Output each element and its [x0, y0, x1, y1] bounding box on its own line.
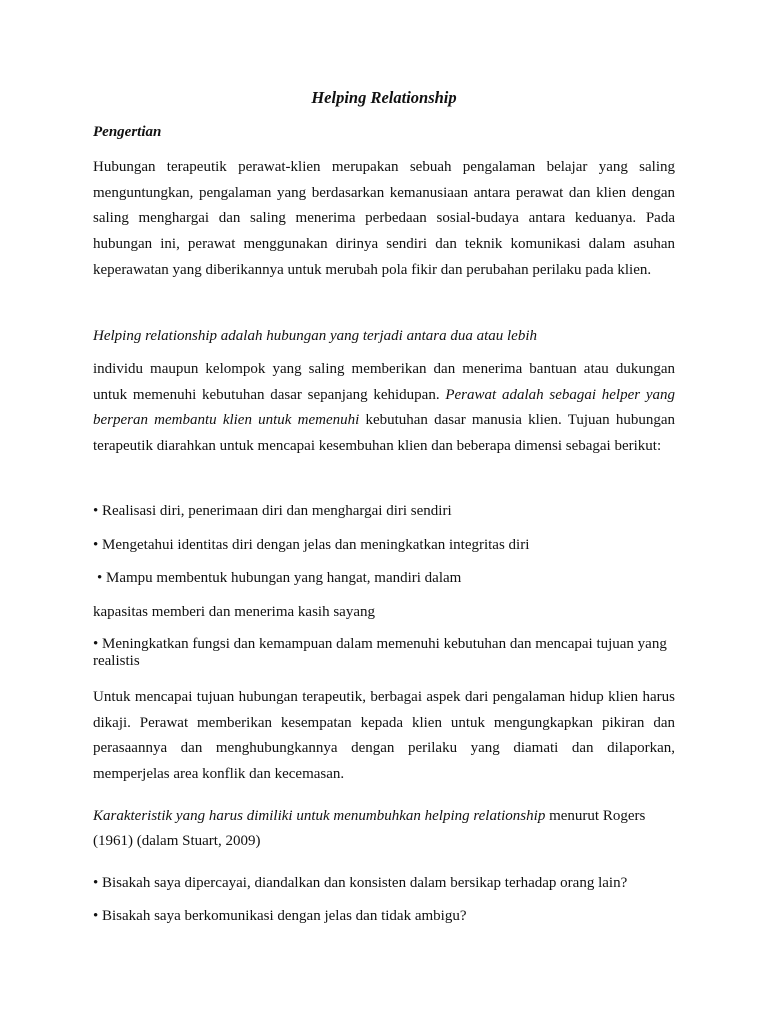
paragraph-3-text-a: individu maupun kelompok yang saling memberikan dan menerima bantuan atau dukungan untuk memenuhi kebutuhan dasar sepanjang kehidupan.: [93, 361, 675, 403]
paragraph-5: [93, 804, 675, 854]
section-heading: Pengertian: [93, 124, 162, 140]
paragraph-3-italic-text: Perawat adalah sebagai helper yang berperan membantu klien untuk memenuhi: [93, 386, 676, 429]
bullet-item-3-continuation: kapasitas memberi dan menerima kasih sayang: [93, 604, 375, 620]
paragraph-4: Untuk mencapai tujuan hubungan terapeutik, berbagai aspek dari pengalaman hidup klien harus dikaji. Perawat memberikan kesempatan kepada klien untuk mengungkapkan pikiran dan perasaannya dan menghubungkannya dengan perilaku yang diamati dan dilaporkan, memperjelas area konflik dan kecemasan.: [93, 689, 675, 783]
bullet-item-6: • Bisakah saya berkomunikasi dengan jelas dan tidak ambigu?: [93, 908, 467, 924]
paragraph-1: Hubungan terapeutik perawat-klien merupakan sebuah pengalaman belajar yang saling menguntungkan, pengalaman yang berdasarkan kemanusiaan antara perawat dan klien dengan saling menghargai dan saling menerima perbedaan sosial-budaya antara keduanya. Pada hubungan ini, perawat menggunakan dirinya sendiri dan teknik komunikasi dalam asuhan keperawatan yang diberikannya untuk merubah pola fikir dan perubahan perilaku pada klien.: [93, 159, 675, 278]
paragraph-5-text-b: menurut Rogers (1961) (dalam Stuart, 2009): [93, 808, 646, 849]
paragraph-2: Helping relationship adalah hubungan yang terjadi antara dua atau lebih: [93, 328, 538, 344]
bullet-item-4: • Meningkatkan fungsi dan kemampuan dalam memenuhi kebutuhan dan mencapai tujuan yang realistis: [93, 636, 667, 669]
paragraph-3: [93, 357, 675, 460]
bullet-item-3: • Mampu membentuk hubungan yang hangat, mandiri dalam: [97, 570, 462, 586]
bullet-item-5: • Bisakah saya dipercayai, diandalkan dan konsisten dalam bersikap terhadap orang lain?: [93, 875, 628, 891]
paragraph-5-italic-text: Karakteristik yang harus dimiliki untuk menumbuhkan helping relationship: [93, 808, 546, 824]
bullet-item-1: • Realisasi diri, penerimaan diri dan menghargai diri sendiri: [93, 503, 452, 519]
paragraph-3-text-c: kebutuhan dasar manusia klien. Tujuan hubungan terapeutik diarahkan untuk mencapai kesembuhan klien dan beberapa dimensi sebagai berikut:: [93, 412, 675, 455]
bullet-item-2: • Mengetahui identitas diri dengan jelas dan meningkatkan integritas diri: [93, 537, 530, 553]
document-title: Helping Relationship: [311, 88, 457, 107]
